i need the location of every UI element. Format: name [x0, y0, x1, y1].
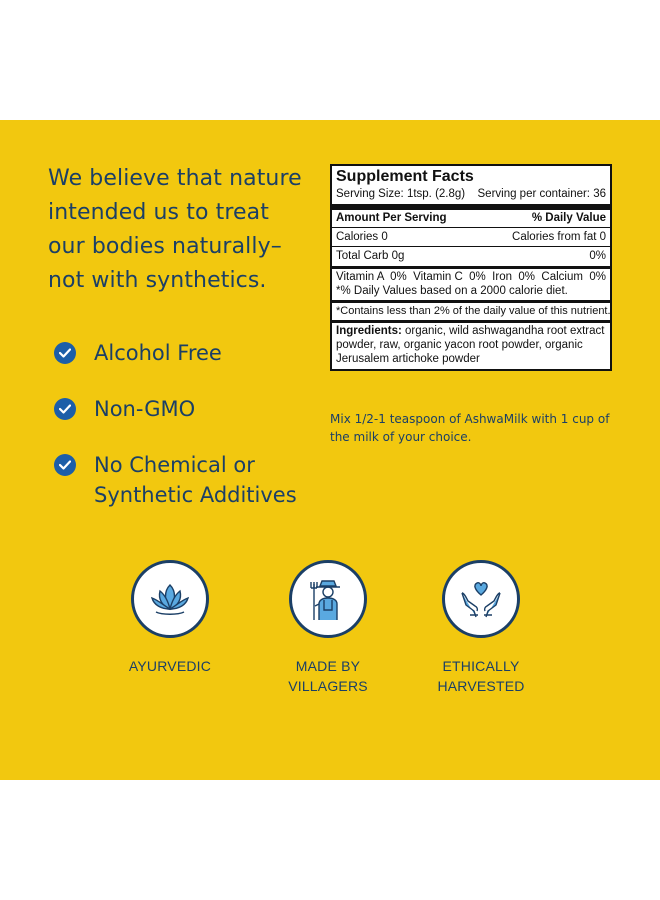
divider: [332, 246, 610, 247]
headline-line: We believe that nature: [48, 166, 302, 191]
headline-line: our bodies naturally–: [48, 234, 282, 259]
servings-per-container: Serving per container: 36: [477, 188, 606, 200]
badge-ethically-harvested: [411, 560, 551, 696]
feature-no-chemical-additives: [54, 450, 297, 510]
badge-caption: [411, 656, 551, 696]
yellow-panel: [0, 120, 660, 780]
feature-label: Synthetic Additives: [94, 483, 297, 507]
total-carb-dv: 0%: [589, 250, 606, 262]
less-than-note: *Contains less than 2% of the daily value of this nutrient.: [336, 305, 611, 317]
feature-label: Non-GMO: [94, 397, 196, 421]
calories-from-fat: Calories from fat 0: [512, 231, 606, 243]
feature-non-gmo: [54, 394, 195, 424]
feature-alcohol-free: [54, 338, 222, 368]
feature-label: Alcohol Free: [94, 341, 222, 365]
badge-caption-line: AYURVEDIC: [128, 658, 212, 674]
ingredients-text: organic, wild ashwagandha root extract powder, raw, organic yacon root powder, organic Jerusalem artichoke powder: [336, 325, 605, 365]
lotus-icon: [131, 560, 209, 638]
farmer-icon: [289, 560, 367, 638]
badge-made-by-villagers: [258, 560, 398, 696]
daily-value-header: % Daily Value: [531, 212, 606, 224]
headline-line: not with synthetics.: [48, 268, 267, 293]
ingredients: [336, 324, 606, 366]
amount-per-serving: Amount Per Serving: [336, 212, 447, 224]
calories: Calories 0: [336, 231, 388, 243]
badge-caption-line: ETHICALLY: [442, 658, 520, 674]
mix-instructions: Mix 1/2-1 teaspoon of AshwaMilk with 1 cup of the milk of your choice.: [330, 412, 610, 444]
serving-size: Serving Size: 1tsp. (2.8g): [336, 188, 466, 200]
check-circle-icon: [54, 342, 76, 364]
headline: [48, 162, 308, 298]
feature-label: No Chemical or: [94, 453, 255, 477]
divider: [332, 266, 610, 269]
total-carb: Total Carb 0g: [336, 250, 405, 262]
badge-caption-line: MADE BY: [295, 658, 361, 674]
badge-caption: [258, 656, 398, 696]
daily-values-note: *% Daily Values based on a 2000 calorie diet.: [336, 285, 568, 297]
hands-heart-icon: [442, 560, 520, 638]
badge-caption: [100, 656, 240, 676]
ingredients-label: Ingredients:: [336, 325, 402, 337]
supplement-facts-panel: [330, 164, 612, 371]
badge-caption-line: VILLAGERS: [288, 678, 368, 694]
facts-title: Supplement Facts: [336, 168, 474, 185]
headline-line: intended us to treat: [48, 200, 269, 225]
divider: [332, 300, 610, 303]
vitamins-line: Vitamin A 0% Vitamin C 0% Iron 0% Calcium 0%: [336, 271, 606, 283]
divider: [332, 227, 610, 228]
badge-caption-line: HARVESTED: [437, 678, 525, 694]
check-circle-icon: [54, 454, 76, 476]
check-circle-icon: [54, 398, 76, 420]
divider: [332, 320, 610, 323]
badge-ayurvedic: [100, 560, 240, 676]
